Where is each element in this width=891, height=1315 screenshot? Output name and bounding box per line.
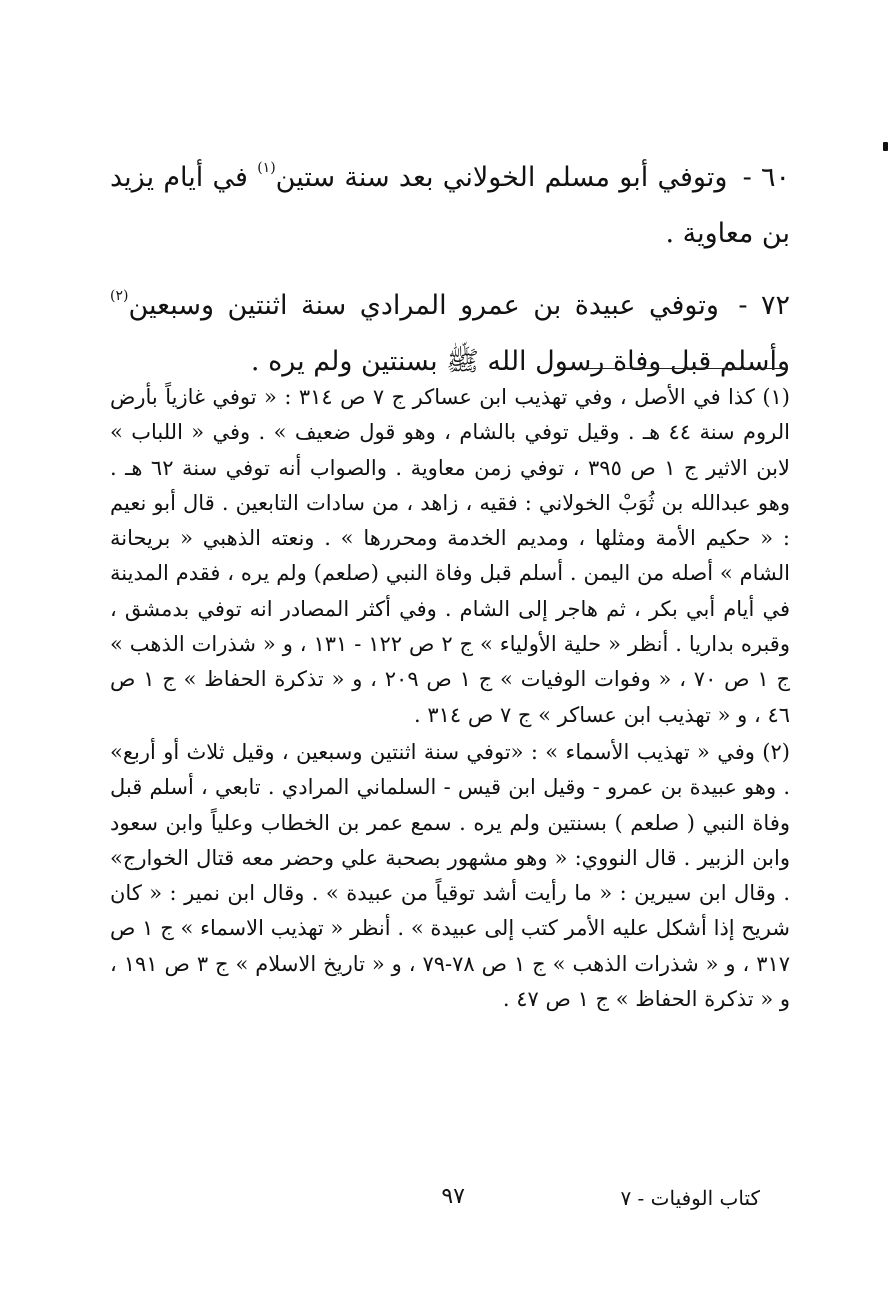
entry-text: وتوفي أبو مسلم الخولاني بعد سنة ستين: [275, 162, 728, 193]
footnotes: [110, 380, 790, 1019]
footnote-ref: (١): [257, 160, 276, 176]
footnote: (١) كذا في الأصل ، وفي تهذيب ابن عساكر ج ٧ ص ٣١٤ : « توفي غازياً بأرض الروم سنة ٤٤ هـ . وقيل توفي بالشام ، وهو قول ضعيف » . وفي « اللباب » لابن الاثير ج ١ ص ٣٩٥ ، توفي زمن معاوية . والصواب أنه توفي سنة ٦٢ هـ . وهو عبدالله بن ثُوَبْ الخولاني : فقيه ، زاهد ، من سادات التابعين . قال أبو نعيم : « حكيم الأمة ومثلها ، ومديم الخدمة ومحررها » . ونعته الذهبي « بريحانة الشام » أصله من اليمن . أسلم قبل وفاة النبي (صلعم) ولم يره ، فقدم المدينة في أيام أبي بكر ، ثم هاجر إلى الشام . وفي أكثر المصادر انه توفي بدمشق ، وقبره بداريا . أنظر « حلية الأولياء » ج ٢ ص ١٢٢ - ١٣١ ، و « شذرات الذهب » ج ١ ص ٧٠ ، « وفوات الوفيات » ج ١ ص ٢٠٩ ، و « تذكرة الحفاظ » ج ١ ص ٤٦ ، و « تهذيب ابن عساكر » ج ٧ ص ٣١٤ .: [110, 385, 790, 727]
running-footer-title: كتاب الوفيات - ٧: [620, 1186, 760, 1210]
entry-text-tail: وأسلم قبل وفاة رسول الله ﷺ بسنتين ولم يره .: [250, 346, 790, 377]
entry-text-tail: في أيام يزيد بن معاوية .: [110, 162, 790, 249]
footnote-separator: [582, 368, 788, 369]
footnote-ref: (٢): [110, 288, 129, 304]
entry-year: ٦٠ -: [742, 162, 790, 193]
entry-year: ٧٢ -: [738, 290, 790, 321]
entry-text: وتوفي عبيدة بن عمرو المرادي سنة اثنتين وسبعين: [128, 290, 719, 321]
footnote: (٢) وفي « تهذيب الأسماء » : «توفي سنة اثنتين وسبعين ، وقيل ثلاث أو أربع» . وهو عبيدة بن عمرو - وقيل ابن قيس - السلماني المرادي . تابعي ، أسلم قبل وفاة النبي ( صلعم ) بسنتين ولم يره . سمع عمر بن الخطاب وعلياً وابن سعود وابن الزبير . قال النووي: « وهو مشهور بصحبة علي وحضر معه قتال الخوارج» . وقال ابن سيرين : « ما رأيت أشد توقياً من عبيدة » . وقال ابن نمير : « كان شريح إذا أشكل عليه الأمر كتب إلى عبيدة » . أنظر « تهذيب الاسماء » ج ١ ص ٣١٧ ، و « شذرات الذهب » ج ١ ص ٧٨-٧٩ ، و « تاريخ الاسلام » ج ٣ ص ١٩١ ، و « تذكرة الحفاظ » ج ١ ص ٤٧ .: [110, 739, 791, 1012]
entry-paragraph: [110, 140, 790, 262]
main-text: [110, 140, 790, 396]
scan-edge-mark: [883, 142, 888, 151]
entry-paragraph: [110, 268, 790, 390]
page-number: ٩٧: [441, 1184, 465, 1209]
